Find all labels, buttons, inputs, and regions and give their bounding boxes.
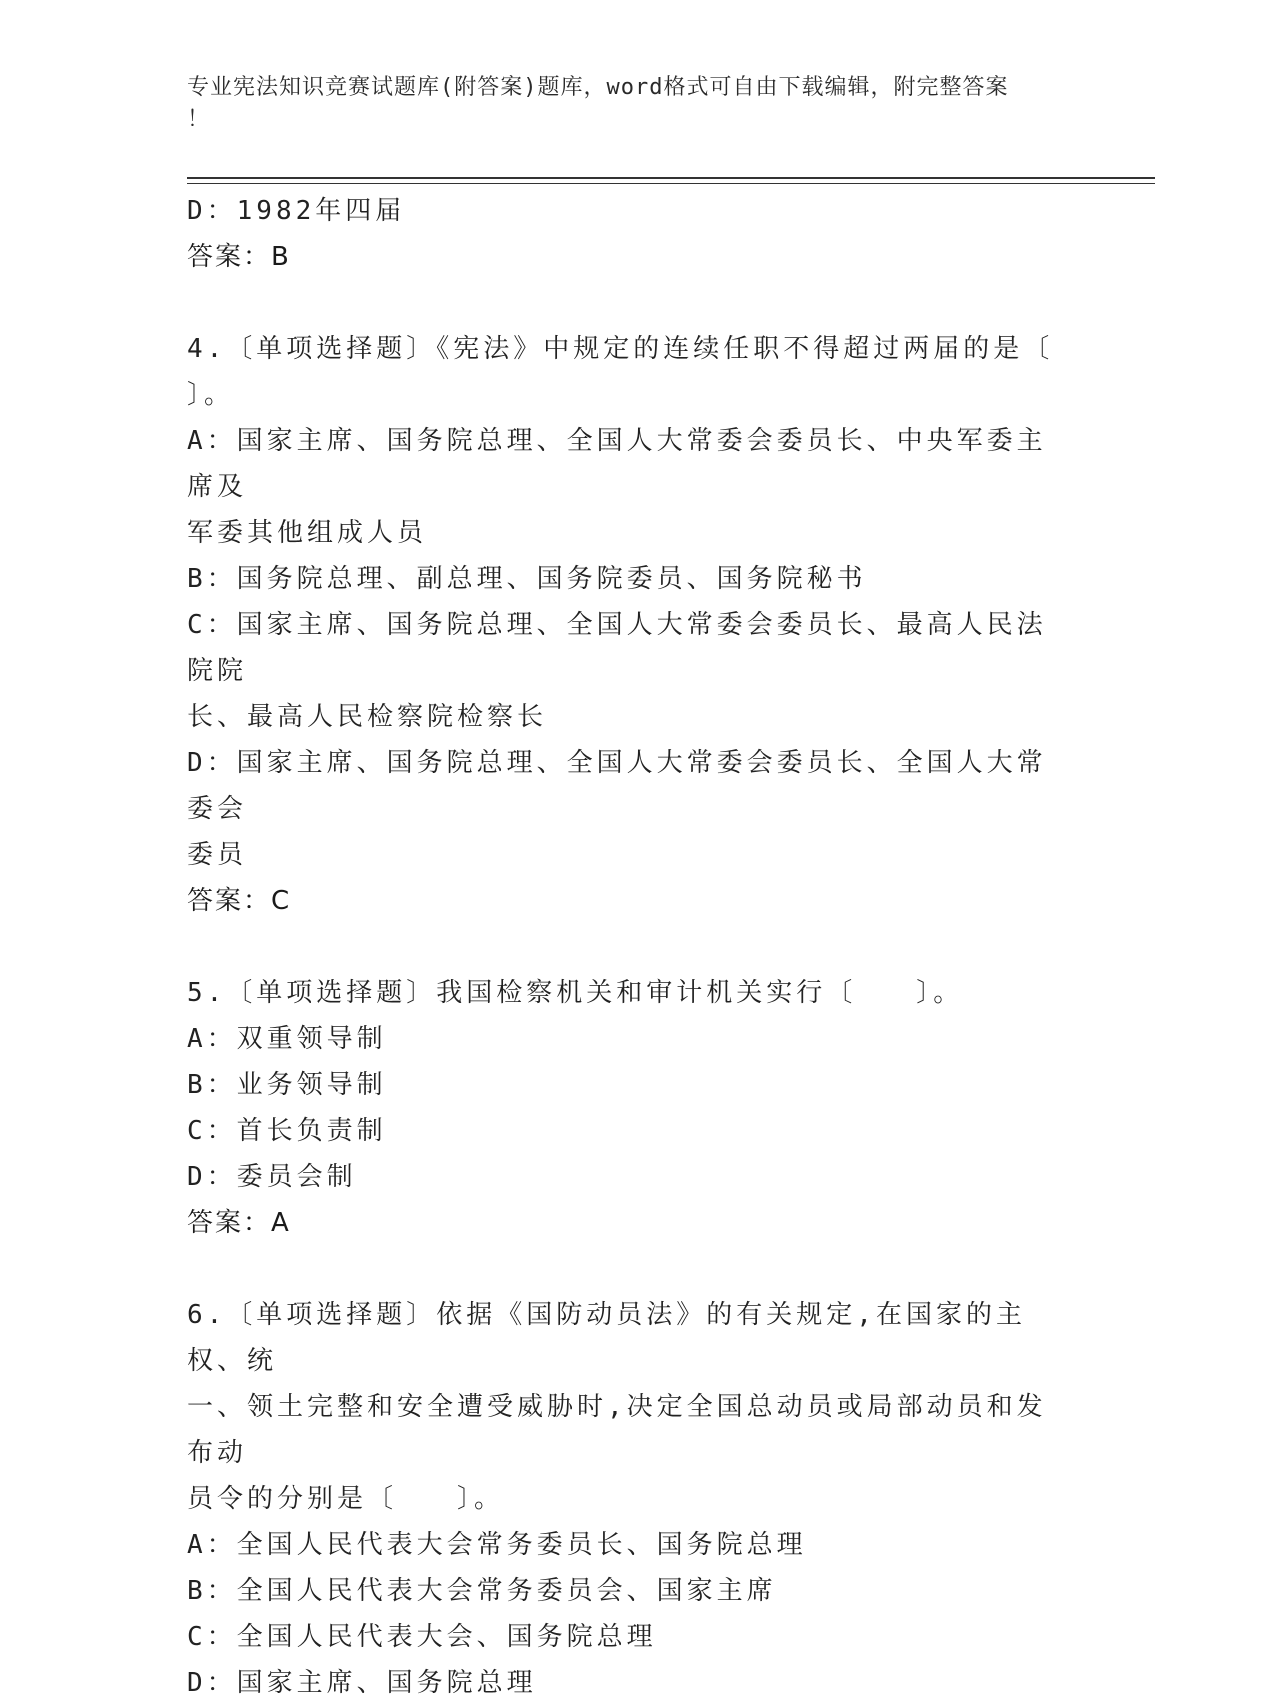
question-stem-continuation: 〕。 — [187, 380, 235, 410]
header-divider-thin — [187, 183, 1155, 184]
option-b: B：业务领导制 — [187, 1070, 387, 1100]
question-list — [187, 188, 1067, 1706]
option-d: D：1982年四届 — [187, 196, 406, 226]
question-stem: 6.〔单项选择题〕依据《国防动员法》的有关规定,在国家的主权、统 — [187, 1300, 1026, 1376]
option-c: C：全国人民代表大会、国务院总理 — [187, 1622, 657, 1652]
option-c: C：国家主席、国务院总理、全国人大常委会委员长、最高人民法院院 — [187, 610, 1047, 686]
spacer — [187, 280, 1067, 326]
option-b: B：全国人民代表大会常务委员会、国家主席 — [187, 1576, 777, 1606]
option-d: D：委员会制 — [187, 1162, 357, 1192]
spacer — [187, 1246, 1067, 1292]
answer-line: 答案：C — [187, 886, 292, 916]
question-5 — [187, 970, 1067, 1246]
header-title-continuation: ！ — [187, 107, 211, 132]
option-a: A：双重领导制 — [187, 1024, 387, 1054]
option-c: C：首长负责制 — [187, 1116, 387, 1146]
answer-line: 答案：A — [187, 1208, 291, 1238]
spacer — [187, 924, 1067, 970]
option-a: A：全国人民代表大会常务委员长、国务院总理 — [187, 1530, 807, 1560]
option-d: D：国家主席、国务院总理 — [187, 1668, 537, 1698]
header-divider-thick — [187, 177, 1155, 179]
option-a: A：国家主席、国务院总理、全国人大常委会委员长、中央军委主席及 — [187, 426, 1047, 502]
question-stem: 4.〔单项选择题〕《宪法》中规定的连续任职不得超过两届的是〔 — [187, 334, 1054, 364]
question-6 — [187, 1292, 1067, 1706]
question-stem: 5.〔单项选择题〕我国检察机关和审计机关实行〔 〕。 — [187, 978, 964, 1008]
option-d: D：国家主席、国务院总理、全国人大常委会委员长、全国人大常委会 — [187, 748, 1047, 824]
header-title: 专业宪法知识竞赛试题库(附答案)题库，word格式可自由下载编辑，附完整答案 — [187, 75, 1009, 100]
question-4 — [187, 326, 1067, 924]
option-a-continuation: 军委其他组成人员 — [187, 518, 428, 548]
question-stem-continuation: 员令的分别是〔 〕。 — [187, 1484, 505, 1514]
option-b: B：国务院总理、副总理、国务院委员、国务院秘书 — [187, 564, 867, 594]
option-c-continuation: 长、最高人民检察院检察长 — [187, 702, 548, 732]
option-d-continuation: 委员 — [187, 840, 248, 870]
question-3-tail — [187, 188, 1067, 280]
answer-line: 答案：B — [187, 242, 291, 272]
document-header — [187, 72, 1067, 136]
question-stem-continuation: 一、领土完整和安全遭受威胁时,决定全国总动员或局部动员和发布动 — [187, 1392, 1047, 1468]
